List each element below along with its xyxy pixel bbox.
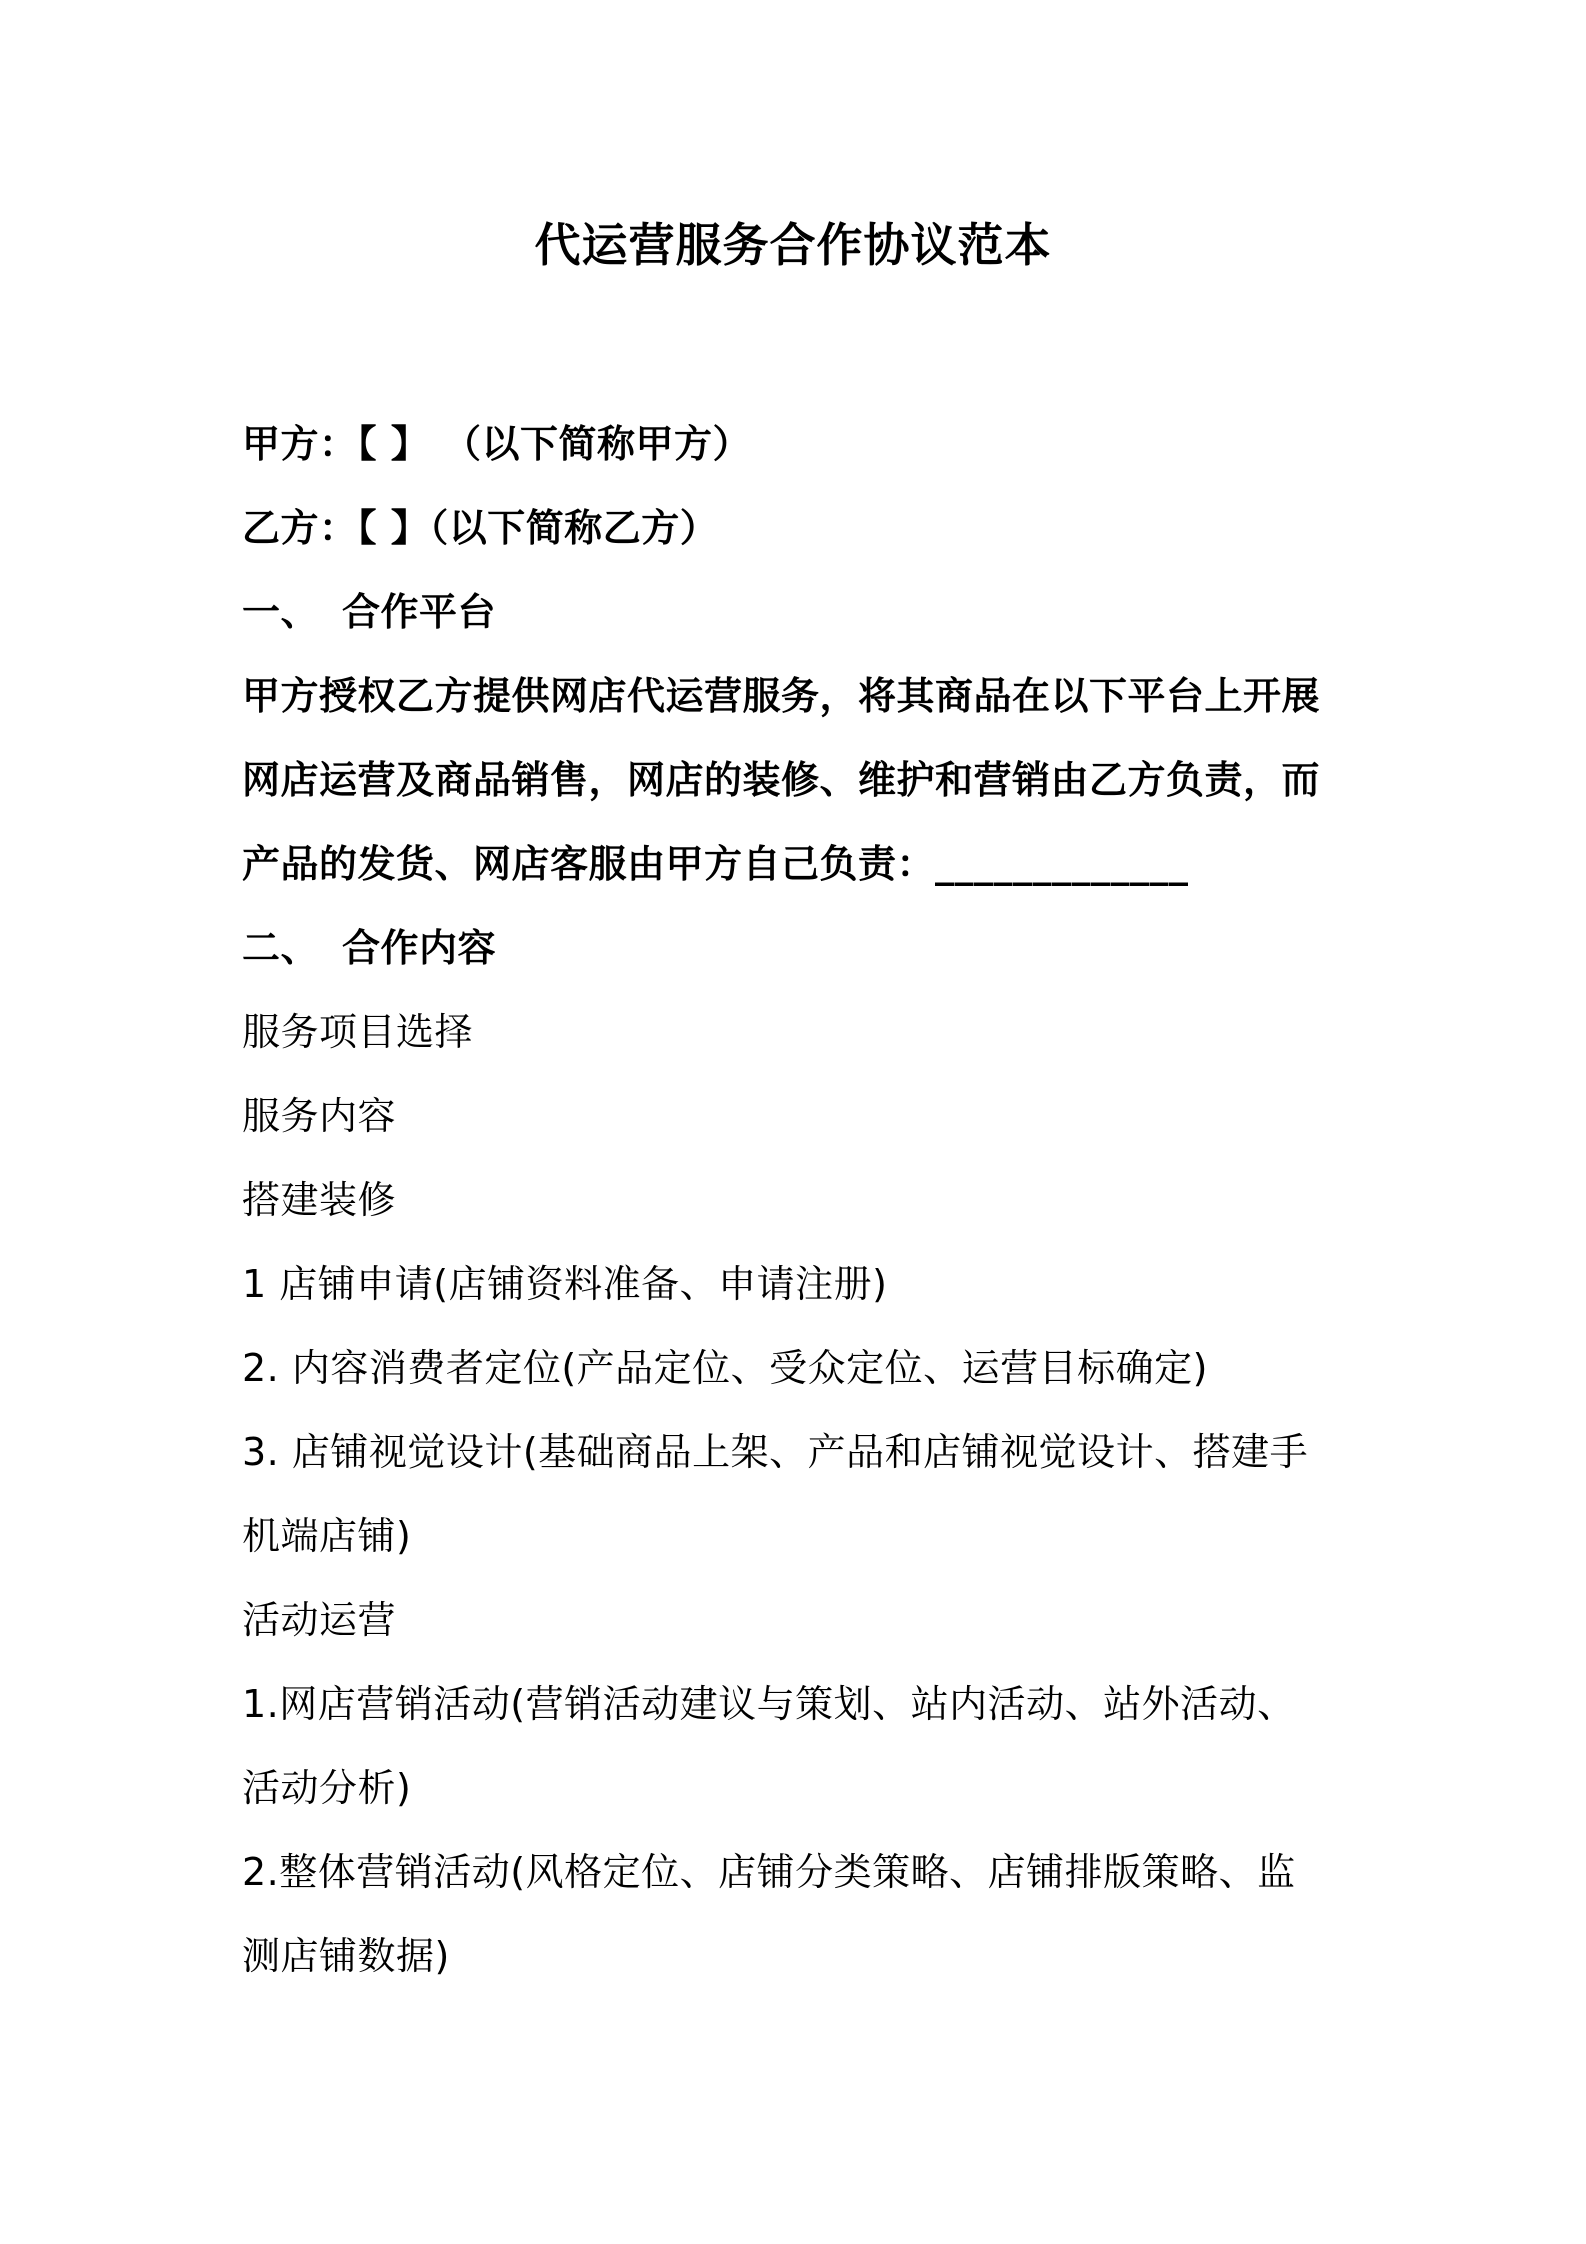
service-list-item-continued: 测店铺数据) xyxy=(242,1934,450,1978)
party-b-line: 乙方：【 】（以下简称乙方） xyxy=(242,506,719,550)
service-list-item: 1 店铺申请(店铺资料准备、申请注册) xyxy=(242,1262,888,1306)
section-2-heading xyxy=(242,906,1362,990)
service-content-label: 服务内容 xyxy=(242,1094,397,1138)
section-1-number: 一、 xyxy=(242,590,320,634)
section-1-paragraph-line: 甲方授权乙方提供网店代运营服务，将其商品在以下平台上开展 xyxy=(242,674,1321,718)
party-a-line: 甲方：【 】 （以下简称甲方） xyxy=(242,422,751,466)
service-list-item: 3. 店铺视觉设计(基础商品上架、产品和店铺视觉设计、搭建手 xyxy=(242,1430,1309,1474)
section-1-paragraph-line: 产品的发货、网店客服由甲方自己负责：_____________ xyxy=(242,842,1189,886)
service-list-item: 2.整体营销活动(风格定位、店铺分类策略、店铺排版策略、监 xyxy=(242,1850,1296,1894)
section-2-number: 二、 xyxy=(242,926,320,970)
service-item-select-label: 服务项目选择 xyxy=(242,1010,474,1054)
document-body xyxy=(242,402,1362,1998)
section-1-heading xyxy=(242,570,1362,654)
service-list-item: 1.网店营销活动(营销活动建议与策划、站内活动、站外活动、 xyxy=(242,1682,1296,1726)
service-list-item-continued: 机端店铺) xyxy=(242,1514,412,1558)
setup-decoration-label: 搭建装修 xyxy=(242,1178,397,1222)
service-list-item: 2. 内容消费者定位(产品定位、受众定位、运营目标确定) xyxy=(242,1346,1208,1390)
activity-operation-label: 活动运营 xyxy=(242,1598,397,1642)
section-2-title: 合作内容 xyxy=(342,926,497,970)
service-list-item-continued: 活动分析) xyxy=(242,1766,412,1810)
section-1-paragraph-line: 网店运营及商品销售，网店的装修、维护和营销由乙方负责，而 xyxy=(242,758,1321,802)
document-title: 代运营服务合作协议范本 xyxy=(534,218,1052,272)
section-1-title: 合作平台 xyxy=(342,590,497,634)
